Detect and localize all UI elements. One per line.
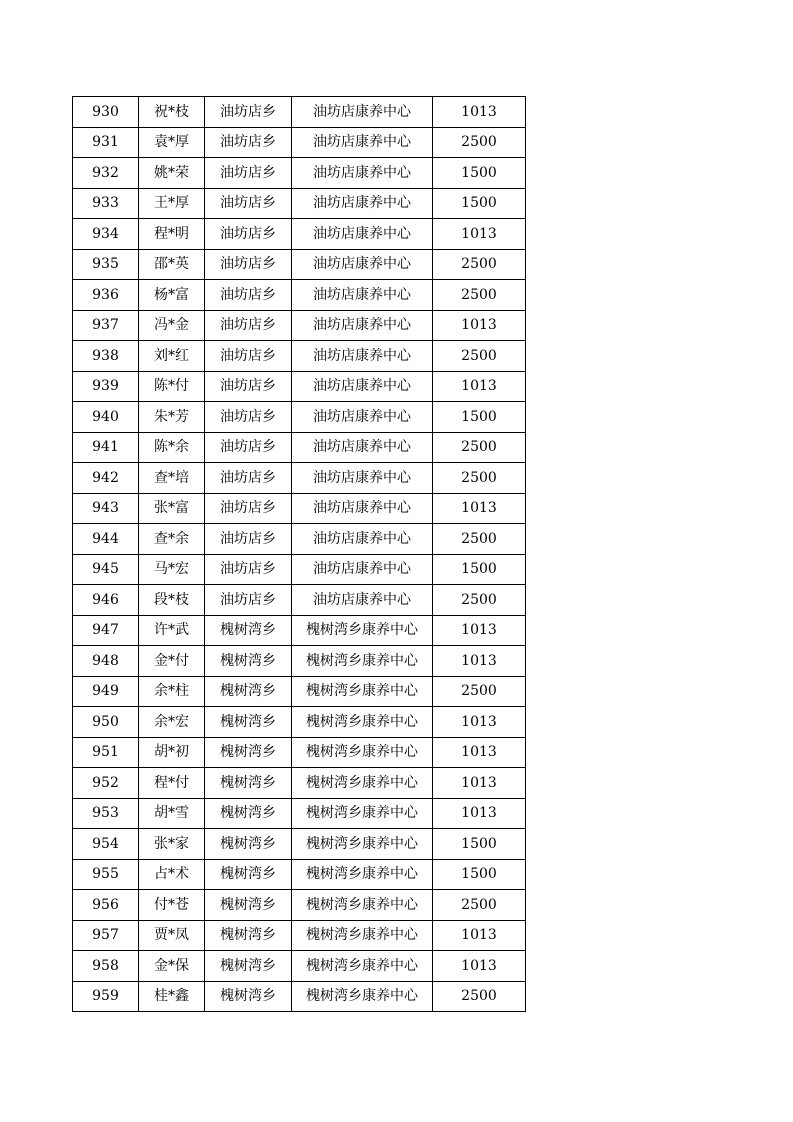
- township-cell: 槐树湾乡: [205, 707, 292, 738]
- table-row: [73, 97, 526, 128]
- person-name-cell: 杨*富: [139, 280, 205, 311]
- table-row: [73, 402, 526, 433]
- care-center-cell: 油坊店康养中心: [292, 249, 433, 280]
- amount-cell: 1500: [433, 402, 526, 433]
- care-center-cell: 槐树湾乡康养中心: [292, 615, 433, 646]
- row-number-cell: 941: [73, 432, 139, 463]
- care-center-cell: 油坊店康养中心: [292, 341, 433, 372]
- row-number-cell: 959: [73, 981, 139, 1012]
- amount-cell: 1500: [433, 829, 526, 860]
- care-center-cell: 槐树湾乡康养中心: [292, 768, 433, 799]
- amount-cell: 2500: [433, 127, 526, 158]
- township-cell: 油坊店乡: [205, 341, 292, 372]
- table-row: [73, 890, 526, 921]
- township-cell: 油坊店乡: [205, 371, 292, 402]
- roster-table: [72, 96, 526, 1012]
- person-name-cell: 占*术: [139, 859, 205, 890]
- care-center-cell: 油坊店康养中心: [292, 493, 433, 524]
- row-number-cell: 956: [73, 890, 139, 921]
- care-center-cell: 油坊店康养中心: [292, 432, 433, 463]
- township-cell: 槐树湾乡: [205, 890, 292, 921]
- care-center-cell: 油坊店康养中心: [292, 127, 433, 158]
- care-center-cell: 油坊店康养中心: [292, 524, 433, 555]
- township-cell: 油坊店乡: [205, 554, 292, 585]
- amount-cell: 2500: [433, 981, 526, 1012]
- care-center-cell: 油坊店康养中心: [292, 158, 433, 189]
- roster-table-body: [73, 97, 526, 1012]
- row-number-cell: 934: [73, 219, 139, 250]
- amount-cell: 1013: [433, 219, 526, 250]
- row-number-cell: 938: [73, 341, 139, 372]
- person-name-cell: 王*厚: [139, 188, 205, 219]
- township-cell: 油坊店乡: [205, 524, 292, 555]
- amount-cell: 1013: [433, 951, 526, 982]
- amount-cell: 1013: [433, 371, 526, 402]
- amount-cell: 1013: [433, 310, 526, 341]
- care-center-cell: 油坊店康养中心: [292, 463, 433, 494]
- table-row: [73, 920, 526, 951]
- care-center-cell: 槐树湾乡康养中心: [292, 798, 433, 829]
- amount-cell: 1013: [433, 707, 526, 738]
- person-name-cell: 张*家: [139, 829, 205, 860]
- row-number-cell: 943: [73, 493, 139, 524]
- person-name-cell: 程*明: [139, 219, 205, 250]
- amount-cell: 1500: [433, 554, 526, 585]
- row-number-cell: 937: [73, 310, 139, 341]
- amount-cell: 1500: [433, 158, 526, 189]
- township-cell: 槐树湾乡: [205, 981, 292, 1012]
- person-name-cell: 许*武: [139, 615, 205, 646]
- row-number-cell: 955: [73, 859, 139, 890]
- person-name-cell: 桂*鑫: [139, 981, 205, 1012]
- table-row: [73, 951, 526, 982]
- amount-cell: 2500: [433, 676, 526, 707]
- table-row: [73, 249, 526, 280]
- table-row: [73, 341, 526, 372]
- table-row: [73, 127, 526, 158]
- amount-cell: 1013: [433, 798, 526, 829]
- care-center-cell: 油坊店康养中心: [292, 585, 433, 616]
- township-cell: 槐树湾乡: [205, 676, 292, 707]
- table-row: [73, 615, 526, 646]
- table-row: [73, 585, 526, 616]
- person-name-cell: 金*保: [139, 951, 205, 982]
- person-name-cell: 段*枝: [139, 585, 205, 616]
- table-row: [73, 493, 526, 524]
- amount-cell: 1013: [433, 920, 526, 951]
- row-number-cell: 939: [73, 371, 139, 402]
- row-number-cell: 958: [73, 951, 139, 982]
- amount-cell: 2500: [433, 585, 526, 616]
- care-center-cell: 槐树湾乡康养中心: [292, 829, 433, 860]
- table-row: [73, 981, 526, 1012]
- care-center-cell: 槐树湾乡康养中心: [292, 920, 433, 951]
- care-center-cell: 油坊店康养中心: [292, 188, 433, 219]
- township-cell: 槐树湾乡: [205, 615, 292, 646]
- row-number-cell: 954: [73, 829, 139, 860]
- row-number-cell: 945: [73, 554, 139, 585]
- row-number-cell: 935: [73, 249, 139, 280]
- person-name-cell: 程*付: [139, 768, 205, 799]
- care-center-cell: 油坊店康养中心: [292, 371, 433, 402]
- person-name-cell: 付*苍: [139, 890, 205, 921]
- amount-cell: 2500: [433, 463, 526, 494]
- township-cell: 油坊店乡: [205, 158, 292, 189]
- care-center-cell: 油坊店康养中心: [292, 310, 433, 341]
- person-name-cell: 金*付: [139, 646, 205, 677]
- care-center-cell: 槐树湾乡康养中心: [292, 890, 433, 921]
- person-name-cell: 余*宏: [139, 707, 205, 738]
- table-row: [73, 432, 526, 463]
- table-row: [73, 676, 526, 707]
- row-number-cell: 931: [73, 127, 139, 158]
- amount-cell: 2500: [433, 524, 526, 555]
- township-cell: 槐树湾乡: [205, 798, 292, 829]
- row-number-cell: 933: [73, 188, 139, 219]
- care-center-cell: 槐树湾乡康养中心: [292, 981, 433, 1012]
- row-number-cell: 930: [73, 97, 139, 128]
- table-row: [73, 768, 526, 799]
- amount-cell: 1013: [433, 646, 526, 677]
- row-number-cell: 946: [73, 585, 139, 616]
- person-name-cell: 查*培: [139, 463, 205, 494]
- amount-cell: 1013: [433, 737, 526, 768]
- person-name-cell: 祝*枝: [139, 97, 205, 128]
- care-center-cell: 槐树湾乡康养中心: [292, 676, 433, 707]
- person-name-cell: 贾*凤: [139, 920, 205, 951]
- row-number-cell: 951: [73, 737, 139, 768]
- row-number-cell: 947: [73, 615, 139, 646]
- roster-sheet: [72, 96, 526, 1012]
- row-number-cell: 942: [73, 463, 139, 494]
- table-row: [73, 554, 526, 585]
- person-name-cell: 姚*荣: [139, 158, 205, 189]
- township-cell: 槐树湾乡: [205, 646, 292, 677]
- township-cell: 油坊店乡: [205, 280, 292, 311]
- row-number-cell: 948: [73, 646, 139, 677]
- person-name-cell: 冯*金: [139, 310, 205, 341]
- person-name-cell: 刘*红: [139, 341, 205, 372]
- row-number-cell: 952: [73, 768, 139, 799]
- township-cell: 槐树湾乡: [205, 859, 292, 890]
- person-name-cell: 马*宏: [139, 554, 205, 585]
- township-cell: 油坊店乡: [205, 463, 292, 494]
- township-cell: 油坊店乡: [205, 219, 292, 250]
- township-cell: 槐树湾乡: [205, 829, 292, 860]
- care-center-cell: 油坊店康养中心: [292, 280, 433, 311]
- table-row: [73, 280, 526, 311]
- township-cell: 油坊店乡: [205, 310, 292, 341]
- row-number-cell: 950: [73, 707, 139, 738]
- care-center-cell: 油坊店康养中心: [292, 97, 433, 128]
- amount-cell: 1013: [433, 615, 526, 646]
- table-row: [73, 188, 526, 219]
- township-cell: 槐树湾乡: [205, 920, 292, 951]
- person-name-cell: 陈*付: [139, 371, 205, 402]
- table-row: [73, 219, 526, 250]
- table-row: [73, 310, 526, 341]
- table-row: [73, 859, 526, 890]
- township-cell: 槐树湾乡: [205, 951, 292, 982]
- amount-cell: 2500: [433, 890, 526, 921]
- row-number-cell: 940: [73, 402, 139, 433]
- table-row: [73, 798, 526, 829]
- township-cell: 槐树湾乡: [205, 768, 292, 799]
- amount-cell: 1500: [433, 188, 526, 219]
- amount-cell: 1013: [433, 768, 526, 799]
- township-cell: 槐树湾乡: [205, 737, 292, 768]
- person-name-cell: 袁*厚: [139, 127, 205, 158]
- person-name-cell: 胡*初: [139, 737, 205, 768]
- township-cell: 油坊店乡: [205, 127, 292, 158]
- township-cell: 油坊店乡: [205, 188, 292, 219]
- amount-cell: 2500: [433, 280, 526, 311]
- table-row: [73, 463, 526, 494]
- person-name-cell: 张*富: [139, 493, 205, 524]
- care-center-cell: 槐树湾乡康养中心: [292, 859, 433, 890]
- person-name-cell: 朱*芳: [139, 402, 205, 433]
- amount-cell: 1013: [433, 97, 526, 128]
- person-name-cell: 陈*余: [139, 432, 205, 463]
- amount-cell: 2500: [433, 341, 526, 372]
- table-row: [73, 524, 526, 555]
- township-cell: 油坊店乡: [205, 402, 292, 433]
- table-row: [73, 707, 526, 738]
- township-cell: 油坊店乡: [205, 585, 292, 616]
- care-center-cell: 油坊店康养中心: [292, 554, 433, 585]
- amount-cell: 2500: [433, 432, 526, 463]
- care-center-cell: 槐树湾乡康养中心: [292, 737, 433, 768]
- care-center-cell: 油坊店康养中心: [292, 402, 433, 433]
- person-name-cell: 胡*雪: [139, 798, 205, 829]
- township-cell: 油坊店乡: [205, 97, 292, 128]
- table-row: [73, 371, 526, 402]
- care-center-cell: 槐树湾乡康养中心: [292, 951, 433, 982]
- table-row: [73, 737, 526, 768]
- care-center-cell: 槐树湾乡康养中心: [292, 646, 433, 677]
- row-number-cell: 949: [73, 676, 139, 707]
- person-name-cell: 邵*英: [139, 249, 205, 280]
- township-cell: 油坊店乡: [205, 432, 292, 463]
- row-number-cell: 944: [73, 524, 139, 555]
- row-number-cell: 953: [73, 798, 139, 829]
- amount-cell: 1500: [433, 859, 526, 890]
- care-center-cell: 槐树湾乡康养中心: [292, 707, 433, 738]
- person-name-cell: 余*柱: [139, 676, 205, 707]
- row-number-cell: 957: [73, 920, 139, 951]
- row-number-cell: 932: [73, 158, 139, 189]
- amount-cell: 1013: [433, 493, 526, 524]
- township-cell: 油坊店乡: [205, 249, 292, 280]
- township-cell: 油坊店乡: [205, 493, 292, 524]
- amount-cell: 2500: [433, 249, 526, 280]
- table-row: [73, 646, 526, 677]
- table-row: [73, 158, 526, 189]
- table-row: [73, 829, 526, 860]
- person-name-cell: 查*余: [139, 524, 205, 555]
- row-number-cell: 936: [73, 280, 139, 311]
- care-center-cell: 油坊店康养中心: [292, 219, 433, 250]
